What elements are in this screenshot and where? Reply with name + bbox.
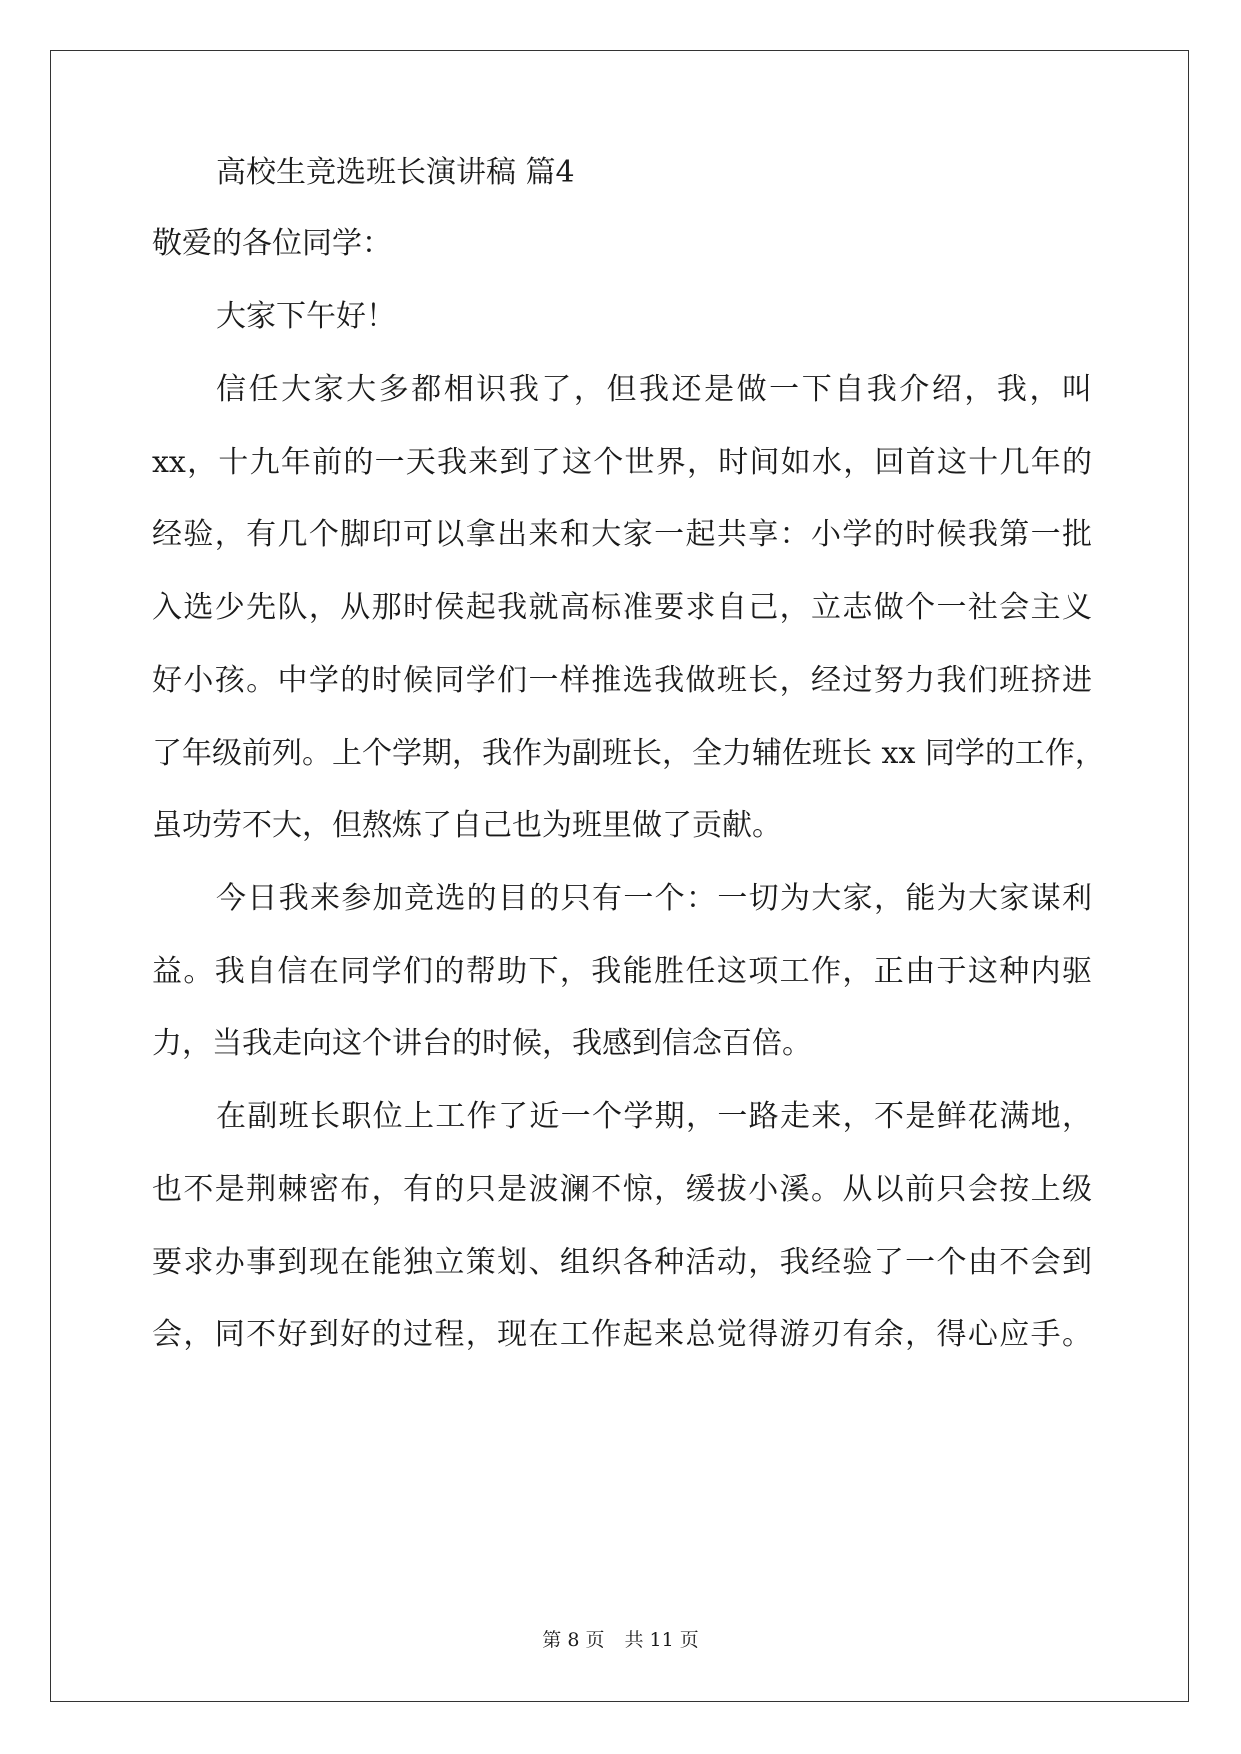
greeting: 大家下午好！ <box>216 299 396 334</box>
paragraph-1-line-5: 好小孩。中学的时候同学们一样推选我做班长，经过努力我们班挤进 <box>152 663 1092 698</box>
page-total: 共 11 页 <box>624 1629 699 1651</box>
paragraph-1-line-3: 经验，有几个脚印可以拿出来和大家一起共享：小学的时候我第一批 <box>152 517 1092 552</box>
paragraph-2-line-2: 益。我自信在同学们的帮助下，我能胜任这项工作，正由于这种内驱 <box>152 954 1092 989</box>
paragraph-1-line-7: 虽功劳不大，但熬炼了自己也为班里做了贡献。 <box>152 808 782 843</box>
document-title: 高校生竞选班长演讲稿 篇4 <box>216 155 575 190</box>
paragraph-3-line-1: 在副班长职位上工作了近一个学期，一路走来，不是鲜花满地， <box>216 1099 1092 1134</box>
paragraph-1-line-6: 了年级前列。上个学期，我作为副班长，全力辅佐班长 xx 同学的工作， <box>152 736 1105 771</box>
paragraph-2-line-3: 力，当我走向这个讲台的时候，我感到信念百倍。 <box>152 1026 812 1061</box>
paragraph-1-line-4: 入选少先队，从那时侯起我就高标准要求自己，立志做个一社会主义 <box>152 590 1092 625</box>
paragraph-1-line-1: 信任大家大多都相识我了，但我还是做一下自我介绍，我，叫 <box>216 372 1092 407</box>
paragraph-3-line-4: 会，同不好到好的过程，现在工作起来总觉得游刃有余，得心应手。 <box>152 1317 1092 1352</box>
page-number: 第 8 页 <box>542 1629 605 1651</box>
page-footer <box>0 1628 1241 1652</box>
salutation: 敬爱的各位同学： <box>152 226 392 261</box>
paragraph-3-line-2: 也不是荆棘密布，有的只是波澜不惊，缓拔小溪。从以前只会按上级 <box>152 1172 1092 1207</box>
paragraph-1-line-2: xx，十九年前的一天我来到了这个世界，时间如水，回首这十几年的 <box>152 445 1092 480</box>
paragraph-2-line-1: 今日我来参加竞选的目的只有一个：一切为大家，能为大家谋利 <box>216 881 1092 916</box>
paragraph-3-line-3: 要求办事到现在能独立策划、组织各种活动，我经验了一个由不会到 <box>152 1245 1092 1280</box>
